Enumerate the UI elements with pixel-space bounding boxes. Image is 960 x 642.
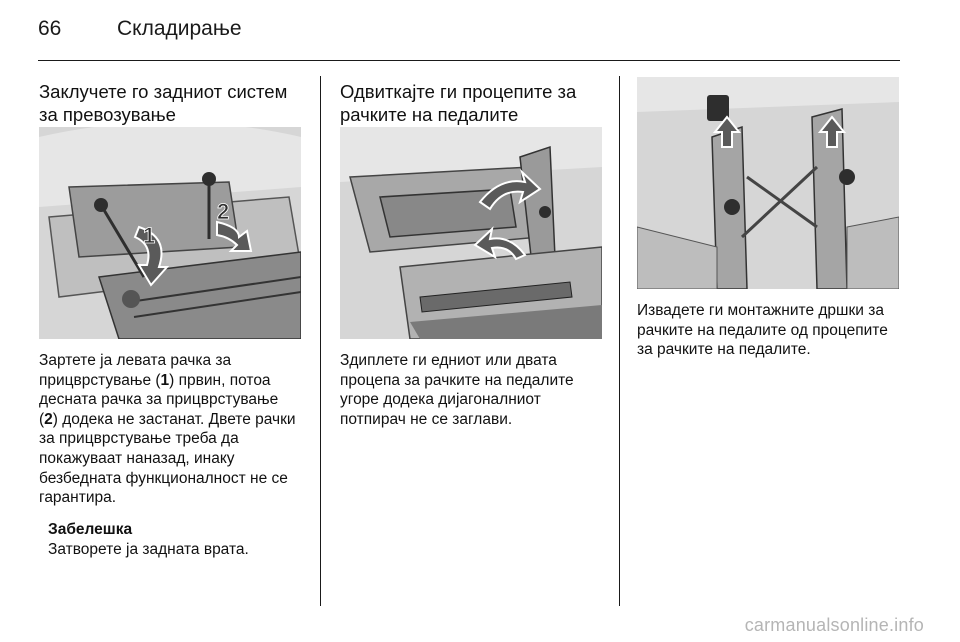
heading-line-1: Заклучете го задниот систем [39, 81, 288, 102]
text-line: потпирач не се заглави. [340, 410, 513, 428]
text-line: гарантира. [39, 489, 117, 507]
figure-lock-levers-illustration [39, 127, 301, 339]
text-line: за рачките на педалите. [637, 341, 811, 359]
text-line: рачките на педалите од процепите [637, 321, 888, 339]
column-divider-1 [320, 76, 321, 606]
text-fragment: прицврстување ( [39, 371, 161, 389]
figure-unfold-slots [340, 127, 602, 339]
ref-number-1: 1 [160, 371, 170, 389]
heading-line-2: рачките на педалите [340, 104, 519, 125]
col3-paragraph [637, 301, 902, 360]
text-line: Зартете ја левата рачка за [39, 352, 232, 369]
figure-remove-handles [637, 77, 899, 289]
note-text: Затворете ја задната врата. [48, 541, 249, 558]
figure-label-2: 2 [217, 199, 230, 224]
figure-label-1: 1 [143, 223, 156, 248]
heading-line-2: за превозување [39, 104, 176, 125]
text-line: десната рачка за прицврстување [39, 391, 279, 409]
section-heading-lock-carrier [39, 80, 314, 126]
note-title: Забелешка [48, 521, 133, 538]
ref-number-2: 2 [44, 410, 53, 428]
text-fragment: ) додека не застанат. Двете рачки [52, 410, 296, 428]
text-line: Здиплете ги едниот или двата [340, 352, 557, 369]
watermark-link[interactable]: carmanualsonline.info [744, 615, 924, 635]
column-divider-2 [619, 76, 620, 606]
page-number: 66 [38, 17, 62, 40]
text-line: угоре додека дијагоналниот [340, 391, 541, 409]
figure-unfold-slots-illustration [340, 127, 602, 339]
header-rule [38, 60, 900, 61]
col2-paragraph [340, 351, 612, 429]
heading-line-1: Одвиткајте ги процепите за [340, 81, 577, 102]
text-line: за прицврстување треба да [39, 430, 239, 448]
col1-paragraph [39, 351, 314, 508]
text-line: безбедната функционалност не се [39, 469, 288, 487]
page-header-title: Складирање [117, 17, 242, 40]
text-line: процепа за рачките на педалите [340, 371, 574, 389]
text-line: Извадете ги монтажните дршки за [637, 302, 884, 319]
section-heading-unfold-slots [340, 80, 610, 126]
figure-remove-handles-illustration [637, 77, 899, 289]
figure-lock-levers [39, 127, 301, 339]
text-fragment: ( [39, 410, 45, 428]
text-line: покажуваат наназад, инаку [39, 449, 235, 467]
text-fragment: ) првин, потоа [169, 371, 271, 389]
